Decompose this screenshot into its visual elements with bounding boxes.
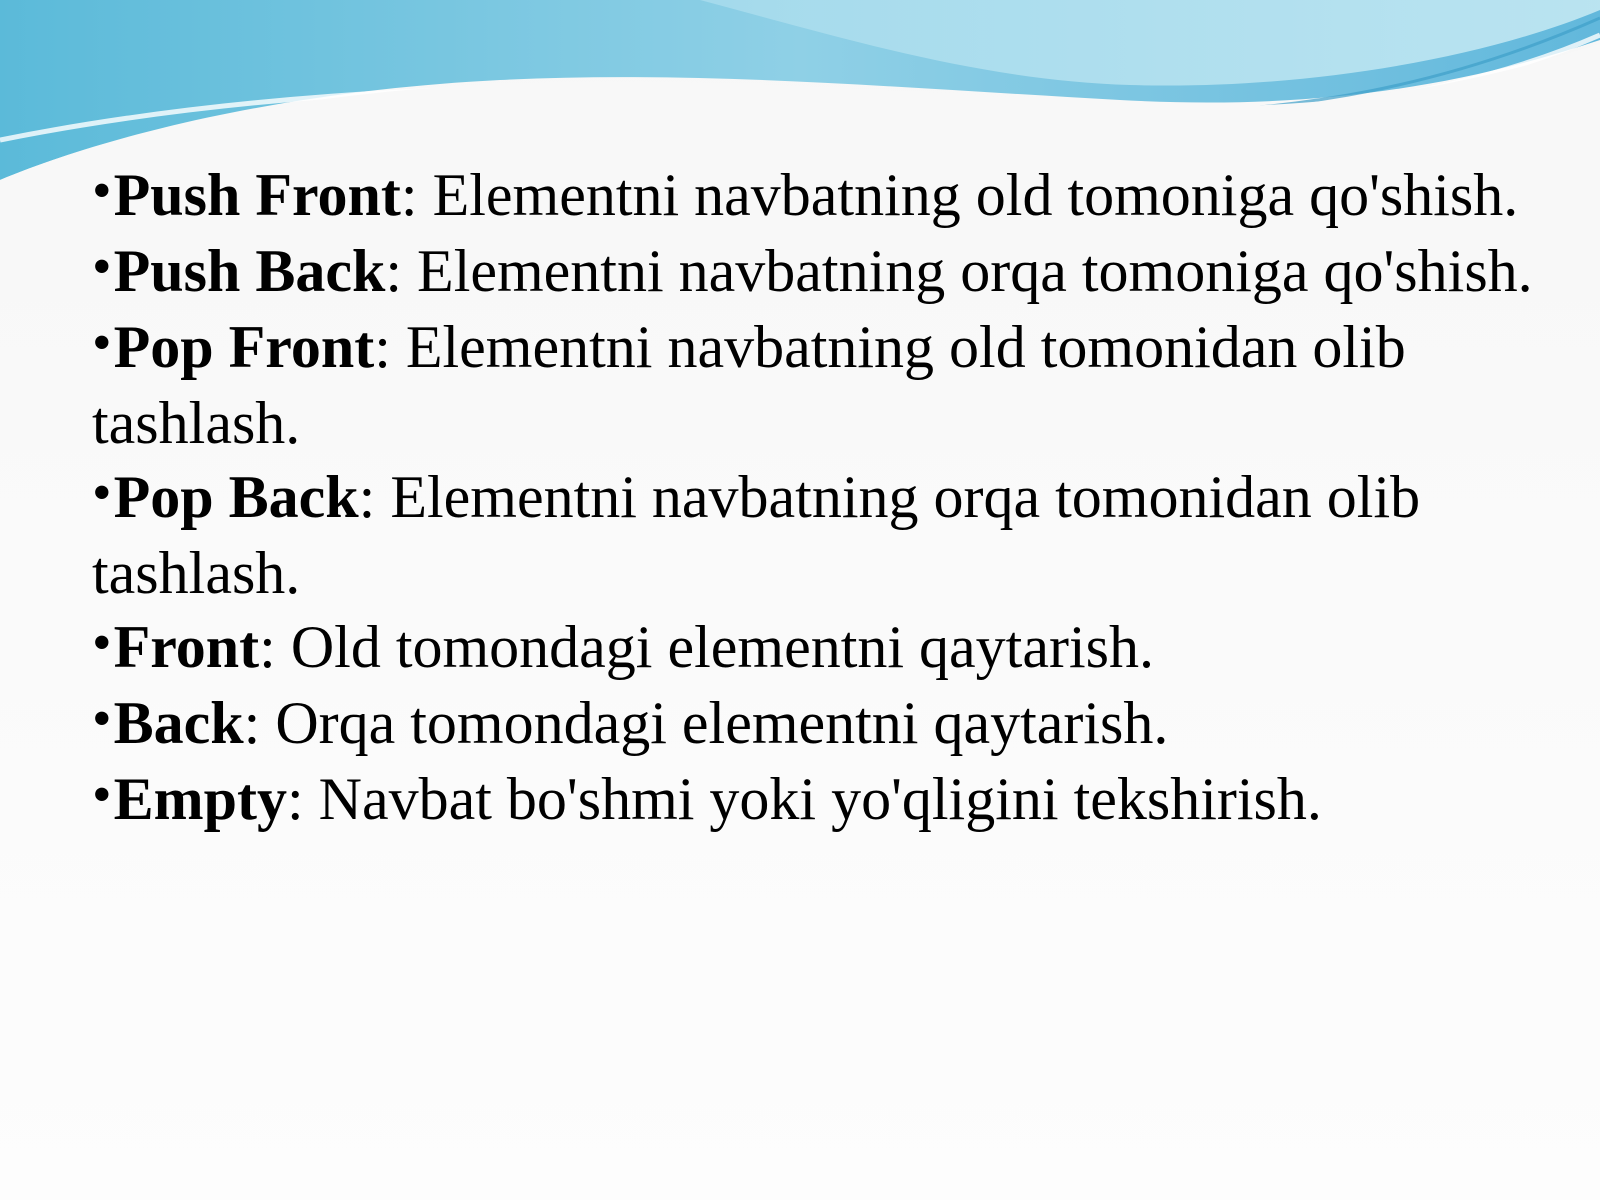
- bullet-item-pop-front: [92, 310, 1552, 460]
- term-back: Back: [113, 690, 244, 756]
- bullet-item-push-front: [92, 158, 1552, 234]
- term-push-front: Push Front: [113, 162, 401, 228]
- separator: :: [243, 690, 261, 756]
- separator: :: [358, 464, 376, 530]
- term-pop-back: Pop Back: [113, 464, 359, 530]
- bullet-item-pop-back: [92, 460, 1552, 610]
- bullet-item-empty: [92, 762, 1552, 838]
- separator: :: [374, 314, 391, 380]
- term-empty: Empty: [113, 766, 287, 832]
- description-push-back: Elementni navbatning orqa tomoniga qo'shish.: [402, 238, 1533, 304]
- bullet-item-push-back: [92, 234, 1552, 310]
- description-pop-front: Elementni navbatning old tomonidan olib tashlash.: [92, 314, 1406, 456]
- separator: :: [400, 162, 418, 228]
- description-push-front: Elementni navbatning old tomoniga qo'shish.: [417, 162, 1519, 228]
- description-back: Orqa tomondagi elementni qaytarish.: [260, 690, 1169, 756]
- bullet-icon: •: [92, 688, 112, 750]
- separator: :: [286, 766, 304, 832]
- term-front: Front: [113, 614, 260, 680]
- separator: :: [385, 238, 403, 304]
- bullet-icon: •: [92, 612, 112, 674]
- description-front: Old tomondagi elementni qaytarish.: [275, 614, 1154, 680]
- bullet-icon: •: [92, 236, 112, 298]
- bullet-icon: •: [92, 764, 112, 826]
- bullet-item-back: [92, 686, 1552, 762]
- term-push-back: Push Back: [113, 238, 386, 304]
- description-empty: Navbat bo'shmi yoki yo'qligini tekshirish.: [303, 766, 1322, 832]
- description-pop-back: Elementni navbatning orqa tomonidan olib tashlash.: [92, 464, 1421, 606]
- bullet-icon: •: [92, 160, 112, 222]
- bullet-list: [92, 158, 1552, 838]
- bullet-icon: •: [92, 462, 112, 524]
- separator: :: [259, 614, 276, 680]
- term-pop-front: Pop Front: [113, 314, 375, 380]
- bullet-icon: •: [92, 312, 112, 374]
- bullet-item-front: [92, 610, 1552, 686]
